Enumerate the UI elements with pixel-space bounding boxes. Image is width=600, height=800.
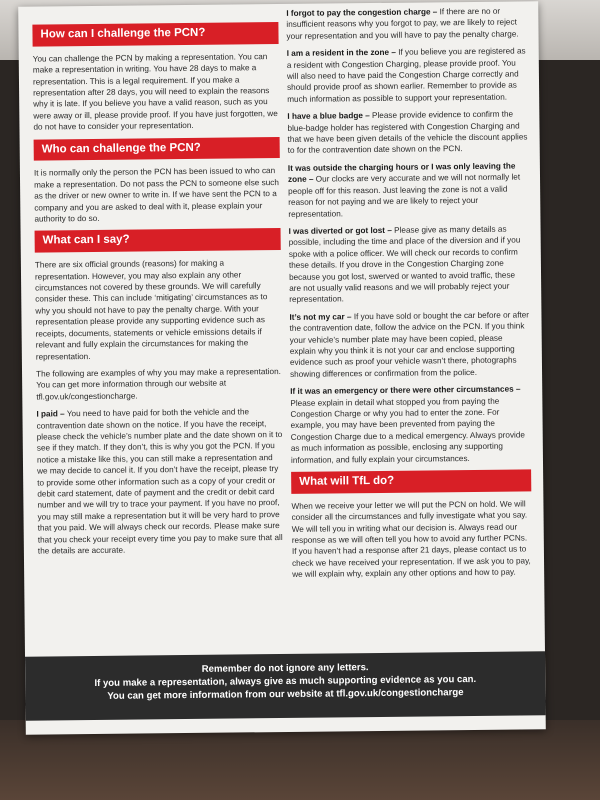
item-text: If there are no or insufficient reasons why you forgot to pay, we are likely to reject your representation and you will have to pay the penalty charge. <box>286 6 519 41</box>
item-text: If you have sold or bought the car before or after the contravention date, follow the advice on the PCN. If you think your vehicle’s number plate may have been copied, please explain why you think it is not your car and enclose supporting evidence such as proof your vehicle wasn’t there, photographs showing differences or confirmation from the police. <box>289 310 530 379</box>
heading-what-say: What can I say? <box>35 228 281 252</box>
item-resident <box>287 46 528 106</box>
item-lead: I was diverted or got lost – <box>288 225 392 236</box>
pcn-leaflet <box>18 1 546 734</box>
item-lead: It’s not my car – <box>289 312 352 322</box>
item-text: Please explain in detail what stopped you from paying the Congestion Charge or why you had to enter the zone. For example, you may have been prevented from paying the Congestion Charge due to a medical emergency. Always provide as much information as possible, enclosing any supporting information, and fully explain your circumstances. <box>290 396 525 465</box>
item-lead: If it was an emergency or there were other circumstances – <box>290 384 521 397</box>
item-forgot-to-pay <box>286 5 526 42</box>
left-column <box>32 18 284 563</box>
paragraph-examples: The following are examples of why you may make a representation. You can get more information through our website at tfl.gov.uk/congestioncharge. <box>36 366 281 402</box>
footer-line-2: If you make a representation, always give as much supporting evidence as you can. <box>94 673 477 689</box>
item-lead: It was outside the charging hours or I was only leaving the zone – <box>287 161 516 185</box>
paragraph-grounds: There are six official grounds (reasons) for making a representation. However, you may also explain any other circumstances not covered by these grounds. We will carefully consider these. This can include ‘mitigating’ circumstances as to why you should not have to pay the penalty charge. With your representation please provide any supporting evidence such as receipts, documents, statements or vehicle emissions details if relevant and fully explain the circumstances for making the representation. <box>34 258 268 362</box>
item-i-paid <box>36 406 284 557</box>
footer-line-1: Remember do not ignore any letters. <box>201 662 369 675</box>
paragraph-what-tfl-do: When we receive your letter we will put the PCN on hold. We will consider all the circumstances and fully investigate what you say. We will tell you in writing what our decision is. Always read our response as we will often tell you how to avoid any further PCNs. If you haven’t had a response after 21 days, please contact us to check we have received your representation. If we ask you to pay, we will explain why, explain any other options and how to pay. <box>291 499 531 580</box>
item-lead: I am a resident in the zone – <box>286 48 396 59</box>
heading-what-tfl-do: What will TfL do? <box>291 469 531 493</box>
heading-how-challenge: How can I challenge the PCN? <box>32 22 278 46</box>
footer-line-3: You can get more information from our website at tfl.gov.uk/congestioncharge <box>107 687 464 702</box>
item-lead: I forgot to pay the congestion charge – <box>286 7 438 18</box>
item-diverted <box>289 223 530 305</box>
heading-who-challenge: Who can challenge the PCN? <box>34 137 280 161</box>
paragraph-how-challenge: You can challenge the PCN by making a representation. You can make a representation in writing. You have 28 days to make a representation. This is a legal requirement. If you make a representation after 28 days, you will need to explain the reasons why it is late. If you believe you have a valid reason, such as you were away or ill, please provide proof. If you have just forgotten, we do not have to consider your representation. <box>32 51 278 132</box>
item-lead: I paid – <box>36 409 65 419</box>
item-not-my-car <box>289 309 530 380</box>
item-blue-badge <box>287 109 527 157</box>
item-text: You need to have paid for both the vehicle and the contravention date shown on the notice. If you have the receipt, please check the vehicle’s number plate and the date shown on it to see if they match. If they don’t, this is why you got the PCN. If you notice a mistake like this, you can still make a representation and we may decide to cancel it. If you don’t have the receipt, please try to provide some other information such as a copy of your credit or debit card statement, date of payment and the credit or debit card number and we will try to trace your payment. If you have no proof, you may still make a representation but it will be very hard to prove that you paid. We will always check our records. Please make sure that you check your receipt every time you pay to make sure that all the details are accurate. <box>36 407 283 556</box>
item-lead: I have a blue badge – <box>287 111 370 122</box>
item-text: Our clocks are very accurate and we will not normally let people off for this reason. Just leaving the zone is not a valid reason for not paying and we are likely to reject your representation. <box>288 172 521 219</box>
right-column <box>286 5 532 586</box>
item-text: Please provide evidence to confirm the blue-badge holder has registered with Congestion Charging and that we have been given details of the vehicle the discount applies to for the contravention date shown on the PCN. <box>287 109 528 156</box>
item-emergency <box>290 384 531 466</box>
item-text: Please give as many details as possible, including the time and place of the diversion and if you spoke with a police officer. We will check our records to confirm these details. If you drove in the Congestion Charging zone because you got lost, swerved or wanted to avoid traffic, these are not usually valid reasons and we will probably reject your representation. <box>288 224 521 305</box>
item-outside-hours <box>288 160 529 220</box>
item-text: If you believe you are registered as a resident with Congestion Charging, please provide proof. You will also need to have paid the Congestion Charge correctly and should provide proof as shown earlier. Remember to provide as much information as possible to support your representation. <box>286 46 526 104</box>
footer-banner <box>25 651 546 720</box>
paragraph-who-challenge: It is normally only the person the PCN has been issued to who can make a representation. Do not pass the PCN to someone else such as the driver or new owner to write in. If we have sent the PCN to a company and you are asked to deal with it, please explain your authority to do so. <box>33 166 279 224</box>
